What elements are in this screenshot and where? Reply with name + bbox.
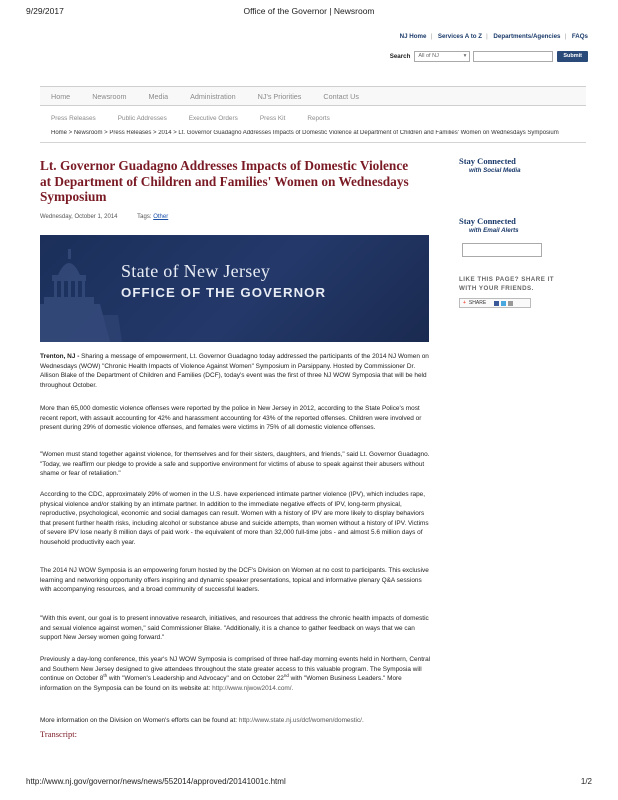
share-button[interactable] xyxy=(459,298,531,308)
social-subheading: with Social Media xyxy=(469,167,521,174)
social-heading: Stay Connected xyxy=(459,156,516,166)
share-label: SHARE xyxy=(468,300,487,306)
subnav-public-addresses[interactable]: Public Addresses xyxy=(117,114,167,122)
twitter-icon xyxy=(501,301,506,306)
paragraph: "With this event, our goal is to present innovative research, initiatives, and resources that address the chronic health impacts of domestic and sexual violence against women," said Commissioner Blake. "Additionally, it is a chance to gather feedback on ways that we can support New Jersey women going forward." xyxy=(40,615,429,642)
top-links xyxy=(400,33,588,40)
print-date: 9/29/2017 xyxy=(26,6,64,16)
paragraph: The 2014 NJ WOW Symposia is an empowering forum hosted by the DCF's Division on Women at no cost to participants. This exclusive learning and networking opportunity offers inspiring and dynamic speaker presentations, topical and informative plenary Q&A sessions with accompanying resources, and a broad community of successful leaders. xyxy=(40,567,429,594)
top-link-departments[interactable]: Departments/Agencies xyxy=(493,33,561,40)
banner-state-title: State of New Jersey xyxy=(121,261,271,281)
separator: | xyxy=(564,33,567,40)
nav-contact[interactable]: Contact Us xyxy=(323,91,359,101)
breadcrumb[interactable]: Home > Newsroom > Press Releases > 2014 > Lt. Governor Guadagno Addresses Impacts of Domestic Violence at Department of Children and Families' Women on Wednesdays Symposium xyxy=(51,130,559,136)
footer-url: http://www.nj.gov/governor/news/news/552014/approved/20141001c.html xyxy=(26,777,286,786)
paragraph-text: with "Women's Leadership and Advocacy" and on October 22 xyxy=(107,675,284,683)
superscript: nd xyxy=(283,673,289,679)
governor-banner xyxy=(40,235,429,342)
paragraph xyxy=(40,716,433,726)
paragraph-text: More information on the Division on Women's efforts can be found at: xyxy=(40,717,239,724)
subnav-press-kit[interactable]: Press Kit xyxy=(259,114,286,122)
search-label: Search xyxy=(389,52,411,60)
chevron-down-icon: ▾ xyxy=(463,52,467,59)
share-prompt-line2: WITH YOUR FRIENDS. xyxy=(459,284,534,292)
paragraph-text: with "Women Business Leaders." More information on the Symposia can be found on its website at: xyxy=(40,675,402,692)
email-heading: Stay Connected xyxy=(459,216,516,226)
paragraph: According to the CDC, approximately 29% of women in the U.S. have experienced intimate partner violence (IPV), which includes rape, physical violence and/or stalking by an intimate partner. In addition to the immediate negative effects of IPV, long-term physical, reproductive, psychological, economic and social damages can result. Women with a history of IPV are more likely to display behaviors that present further health risks, including alcohol or substance abuse and suicide attempts, than women without a history of IPV. Victims of severe IPV lose nearly 8 million days of paid work - the equivalent of more than 32,000 full-time jobs - and almost 5.6 million days of household productivity each year. xyxy=(40,491,429,546)
email-subheading: with Email Alerts xyxy=(469,227,519,234)
search-bar xyxy=(390,50,588,62)
subnav-press-releases[interactable]: Press Releases xyxy=(51,114,96,122)
article-meta xyxy=(40,214,168,220)
nav-home[interactable]: Home xyxy=(51,91,71,101)
share-prompt xyxy=(459,276,554,293)
superscript: th xyxy=(103,673,108,679)
paragraph: More than 65,000 domestic violence offenses were reported by the police in New Jersey in 2012, according to the State Police's most recent report, with assault accounting for 42% and harassment accounting for 43% of the reported offenses. Children were involved or present during 29% of domestic violence offenses, and females were victims in 75% of all domestic violence offenses. xyxy=(40,405,422,432)
separator: | xyxy=(486,33,488,40)
nav-priorities[interactable]: NJ's Priorities xyxy=(257,91,302,101)
transcript-heading: Transcript: xyxy=(40,729,77,739)
paragraph-text: Previously a day-long conference, this year's NJ WOW Symposia is comprised of three half-day morning events held in Northern, Central and Southern New Jersey designed to give attendees throughout the state greater access to this valuable program. The Symposia will continue on October 8 xyxy=(40,656,431,683)
tags-label: Tags: xyxy=(137,214,152,220)
separator: | xyxy=(430,33,433,40)
search-submit-button[interactable]: Submit xyxy=(557,51,588,62)
print-header xyxy=(0,6,618,20)
sub-nav xyxy=(40,111,586,125)
paragraph xyxy=(40,655,433,693)
email-alerts-block[interactable] xyxy=(459,216,519,234)
article-date: Wednesday, October 1, 2014 xyxy=(40,214,118,220)
email-icon xyxy=(508,301,513,306)
division-link[interactable]: http://www.state.nj.us/dcf/women/domestic/. xyxy=(238,717,364,724)
top-link-nj-home[interactable]: NJ Home xyxy=(399,33,427,40)
paragraph xyxy=(40,352,433,390)
paragraph: "Women must stand together against violence, for themselves and for their sisters, daughters, and friends," said Lt. Governor Guadagno. "Today, we reaffirm our pledge to provide a safe and supportive environment for victims of abuse to speak against their abusers without shame or fear of retaliation." xyxy=(40,451,430,478)
nav-administration[interactable]: Administration xyxy=(190,91,236,101)
search-input[interactable] xyxy=(473,51,553,62)
search-scope-select[interactable] xyxy=(414,51,470,62)
page-number: 1/2 xyxy=(580,777,592,786)
social-media-block[interactable] xyxy=(459,156,521,174)
subnav-reports[interactable]: Reports xyxy=(307,114,330,122)
plus-icon: + xyxy=(463,300,466,306)
main-nav xyxy=(40,86,586,106)
email-input[interactable] xyxy=(462,243,542,257)
paragraph-text: Sharing a message of empowerment, Lt. Governor Guadagno today addressed the participants of the 2014 NJ Women on Wednesdays (WOW) "Chronic Health Impacts of Violence Against Women" Symposium in Parsippany. Hosted by Commissioner Dr. Allison Blake of the Department of Children and Families (DCF), today's event was the first of three NJ WOW Symposia that will be held throughout October. xyxy=(40,353,429,389)
top-link-faqs[interactable]: FAQs xyxy=(571,33,588,40)
nav-media[interactable]: Media xyxy=(148,91,169,101)
symposia-link[interactable]: http://www.njwow2014.com/. xyxy=(212,684,294,692)
banner-office-title: OFFICE OF THE GOVERNOR xyxy=(121,285,327,300)
facebook-icon xyxy=(494,301,499,306)
nav-newsroom[interactable]: Newsroom xyxy=(92,91,127,101)
print-title: Office of the Governor | Newsroom xyxy=(243,6,375,16)
divider xyxy=(40,142,586,143)
top-link-services[interactable]: Services A to Z xyxy=(437,33,483,40)
dateline: Trenton, NJ - xyxy=(40,353,80,360)
tag-link[interactable]: Other xyxy=(153,214,169,220)
page-title: Lt. Governor Guadagno Addresses Impacts of Domestic Violence at Department of Children and Families' Women on Wednesdays Symposium xyxy=(40,158,409,204)
subnav-executive-orders[interactable]: Executive Orders xyxy=(188,114,238,122)
search-scope-value: All of NJ xyxy=(418,52,439,59)
share-prompt-line1: LIKE THIS PAGE? SHARE IT xyxy=(459,276,555,283)
